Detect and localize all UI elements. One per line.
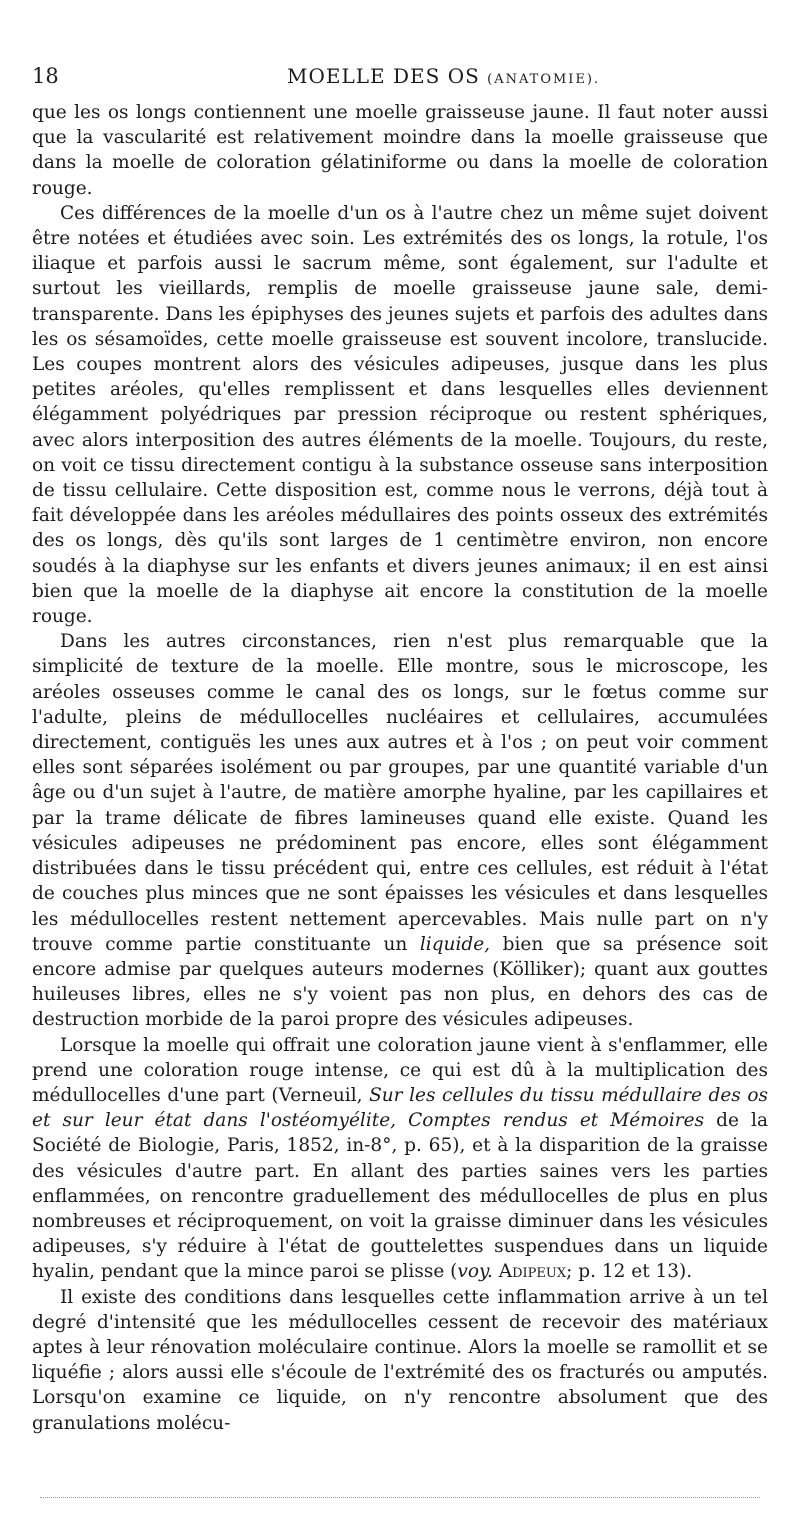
paragraph-continuation: que les os longs contiennent une moelle graisseuse jaune. Il faut noter aussi que la vascularité est relativement moindre dans la moelle graisseuse que dans la moelle de coloration gélatiniforme ou dans la moelle de coloration rouge. xyxy=(32,102,768,199)
paragraph xyxy=(32,629,768,1032)
paragraph-text: de la Société de Biologie, Paris, 1852, in-8°, p. 65), et à la disparition de la graisse des vésicules d'autre part. En allant des parties saines vers les parties enflammées, on rencontre graduellement des médullocelles de plus en plus nombreuses et réciproquement, on voit la graisse diminuer dans les vésicules adipeuses, s'y réduire à l'état de gouttelettes suspendues dans un liquide hyalin, pendant que la mince paroi se plisse ( xyxy=(32,1110,768,1283)
paragraph-text: ; p. 12 et 13). xyxy=(566,1261,693,1283)
bottom-divider xyxy=(40,1497,760,1498)
italic-term: liquide, xyxy=(419,933,491,955)
running-title-main: MOELLE DES OS xyxy=(287,64,480,88)
body-text xyxy=(32,100,768,1436)
paragraph: Il existe des conditions dans lesquelles cette inflammation arrive à un tel degré d'intensité que les médullocelles cessent de recevoir des matériaux aptes à leur rénovation moléculaire continue. Alors la moelle se ramollit et se liquéfie ; alors aussi elle s'écoule de l'extrémité des os fracturés ou amputés. Lorsqu'on examine ce liquide, on n'y rencontre absolument que des granulations molécu- xyxy=(32,1286,768,1434)
page-number: 18 xyxy=(32,64,59,88)
running-header xyxy=(32,62,768,96)
paragraph-text: Dans les autres circonstances, rien n'est plus remarquable que la simplicité de texture de la moelle. Elle montre, sous le microscope, les aréoles osseuses comme le canal des os longs, sur le fœtus comme sur l'adulte, pleins de médullocelles nucléaires et cellulaires, accumulées directement, contiguës les unes aux autres et à l'os ; on peut voir comment elles sont séparées isolément ou par groupes, par une quantité variable d'un âge ou d'un sujet à l'autre, de matière amorphe hyaline, par les capillaires et par la trame délicate de fibres lamineuses quand elle existe. Quand les vésicules adipeuses ne prédominent pas encore, elles sont élégamment distribuées dans le tissu précédent qui, entre ces cellules, est réduit à l'état de couches plus minces que ne sont épaisses les vésicules et dans lesquelles les médullocelles restent nettement apercevables. Mais nulle part on n'y trouve comme partie constituante un xyxy=(32,631,768,955)
running-title-section: (ANATOMIE). xyxy=(487,72,601,87)
italic-term: voy. xyxy=(457,1261,493,1283)
running-title xyxy=(287,64,600,88)
paragraph-text: bien que sa présence soit encore admise par quelques auteurs modernes (Kölliker); quant aux gouttes huileuses libres, elles ne s'y voient pas non plus, en dehors des cas de destruction morbide de la paroi propre des vésicules adipeuses. xyxy=(32,933,768,1031)
cross-reference: Adipeux xyxy=(498,1261,567,1283)
paragraph: Ces différences de la moelle d'un os à l'autre chez un même sujet doivent être notées et étudiées avec soin. Les extrémités des os longs, la rotule, l'os iliaque et parfois aussi le sacrum même, sont également, sur l'adulte et surtout les vieillards, remplis de moelle graisseuse jaune sale, demi-transparente. Dans les épiphyses des jeunes sujets et parfois des adultes dans les os sésamoïdes, cette moelle graisseuse est souvent incolore, translucide. Les coupes montrent alors des vésicules adipeuses, jusque dans les plus petites aréoles, qu'elles remplissent et dans lesquelles elles deviennent élégamment polyédriques par pression réciproque ou restent sphériques, avec alors interposition des autres éléments de la moelle. Toujours, du reste, on voit ce tissu directement contigu à la substance osseuse sans interposition de tissu cellulaire. Cette disposition est, comme nous le verrons, déjà tout à fait développée dans les aréoles médullaires des points osseux des extrémités des os longs, dès qu'ils sont larges de 1 centimètre environ, non encore soudés à la diaphyse sur les enfants et divers jeunes animaux; il en est ainsi bien que la moelle de la diaphyse ait encore la constitution de la moelle rouge. xyxy=(32,202,768,628)
italic-citation: Sur les cellules du tissu médullaire des os et sur leur état dans l'ostéomyélite, Comptes rendus et Mémoires xyxy=(32,1084,768,1132)
paragraph xyxy=(32,1033,768,1285)
paragraph-text: Lorsque la moelle qui offrait une coloration jaune vient à s'enflammer, elle prend une coloration rouge intense, ce qui est dû à la multiplication des médullocelles d'une part (Verneuil, xyxy=(32,1034,768,1106)
